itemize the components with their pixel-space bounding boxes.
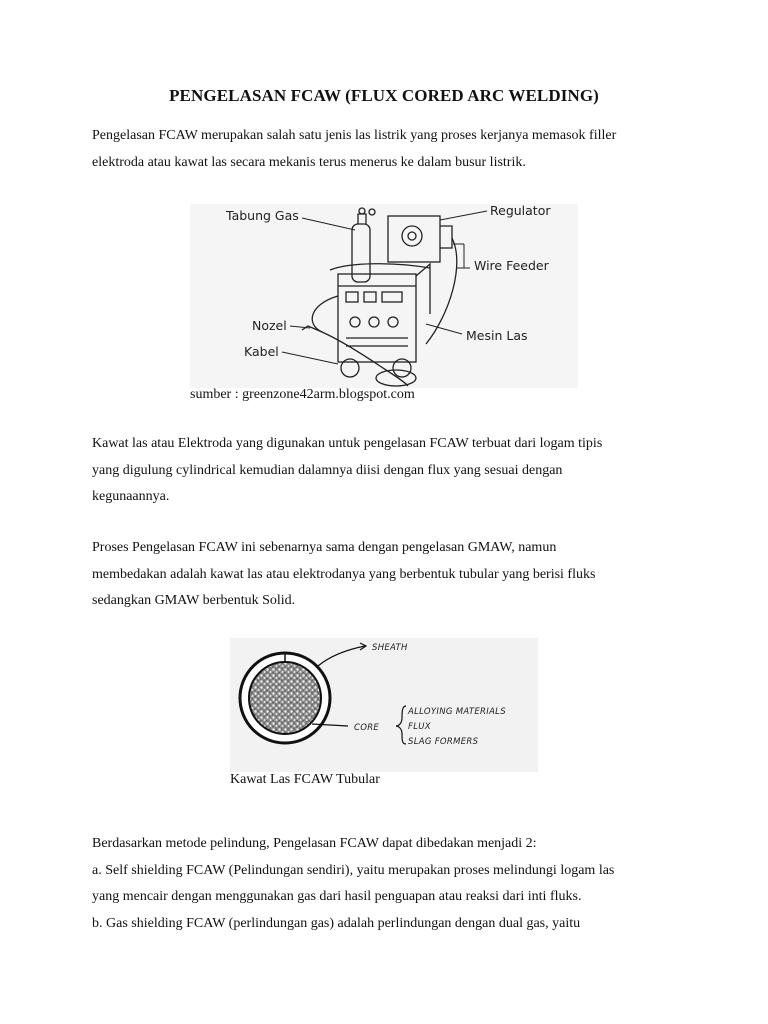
flux-core bbox=[249, 662, 321, 734]
label-alloying: ALLOYING MATERIALS bbox=[408, 707, 506, 717]
label-regulator: Regulator bbox=[490, 204, 551, 218]
label-tabung-gas: Tabung Gas bbox=[226, 208, 299, 223]
tubular-wire-diagram bbox=[230, 638, 538, 772]
para4-line-4: b. Gas shielding FCAW (perlindungan gas) adalah perlindungan dengan dual gas, yaitu bbox=[92, 915, 581, 931]
para2-line-3: kegunaannya. bbox=[92, 489, 170, 504]
figure1-caption: sumber : greenzone42arm.blogspot.com bbox=[190, 387, 415, 402]
para3-line-3: sedangkan GMAW berbentuk Solid. bbox=[92, 593, 296, 608]
label-core: CORE bbox=[354, 723, 380, 733]
label-slag: SLAG FORMERS bbox=[408, 737, 479, 747]
label-kabel: Kabel bbox=[244, 344, 279, 359]
intro-line-1: Pengelasan FCAW merupakan salah satu jenis las listrik yang proses kerjanya memasok filler bbox=[92, 128, 617, 143]
welding-machine-diagram bbox=[190, 204, 578, 388]
intro-line-2: elektroda atau kawat las secara mekanis terus menerus ke dalam busur listrik. bbox=[92, 154, 526, 170]
gas-cylinder-shape bbox=[352, 224, 370, 282]
intro-paragraph bbox=[92, 123, 692, 176]
para4-line-1: Berdasarkan metode pelindung, Pengelasan FCAW dapat dibedakan menjadi 2: bbox=[92, 836, 537, 851]
welding-machine-figure bbox=[190, 204, 578, 388]
label-wire-feeder: Wire Feeder bbox=[474, 258, 549, 273]
para4-line-3: yang mencair dengan menggunakan gas dari hasil penguapan atau reaksi dari inti fluks. bbox=[92, 889, 582, 904]
page-title: PENGELASAN FCAW (FLUX CORED ARC WELDING) bbox=[169, 86, 599, 105]
para4-line-2: a. Self shielding FCAW (Pelindungan sendiri), yaitu merupakan proses melindungi logam las bbox=[92, 862, 615, 878]
para2-line-2: yang digulung cylindrical kemudian dalamnya diisi dengan flux yang sesuai dengan bbox=[92, 462, 563, 478]
para2-line-1: Kawat las atau Elektroda yang digunakan untuk pengelasan FCAW terbuat dari logam tipis bbox=[92, 436, 603, 451]
para3-line-1: Proses Pengelasan FCAW ini sebenarnya sama dengan pengelasan GMAW, namun bbox=[92, 540, 557, 555]
label-mesin-las: Mesin Las bbox=[466, 328, 528, 343]
para3-line-2: membedakan adalah kawat las atau elektrodanya yang berbentuk tubular yang berisi fluks bbox=[92, 566, 596, 582]
label-flux: FLUX bbox=[408, 722, 431, 732]
electrode-paragraph bbox=[92, 431, 692, 511]
tubular-wire-figure bbox=[230, 638, 538, 772]
figure2-caption: Kawat Las FCAW Tubular bbox=[230, 772, 380, 787]
label-sheath: SHEATH bbox=[372, 643, 408, 653]
shielding-paragraph bbox=[92, 831, 692, 937]
label-nozel: Nozel bbox=[252, 318, 287, 333]
process-paragraph bbox=[92, 535, 692, 615]
